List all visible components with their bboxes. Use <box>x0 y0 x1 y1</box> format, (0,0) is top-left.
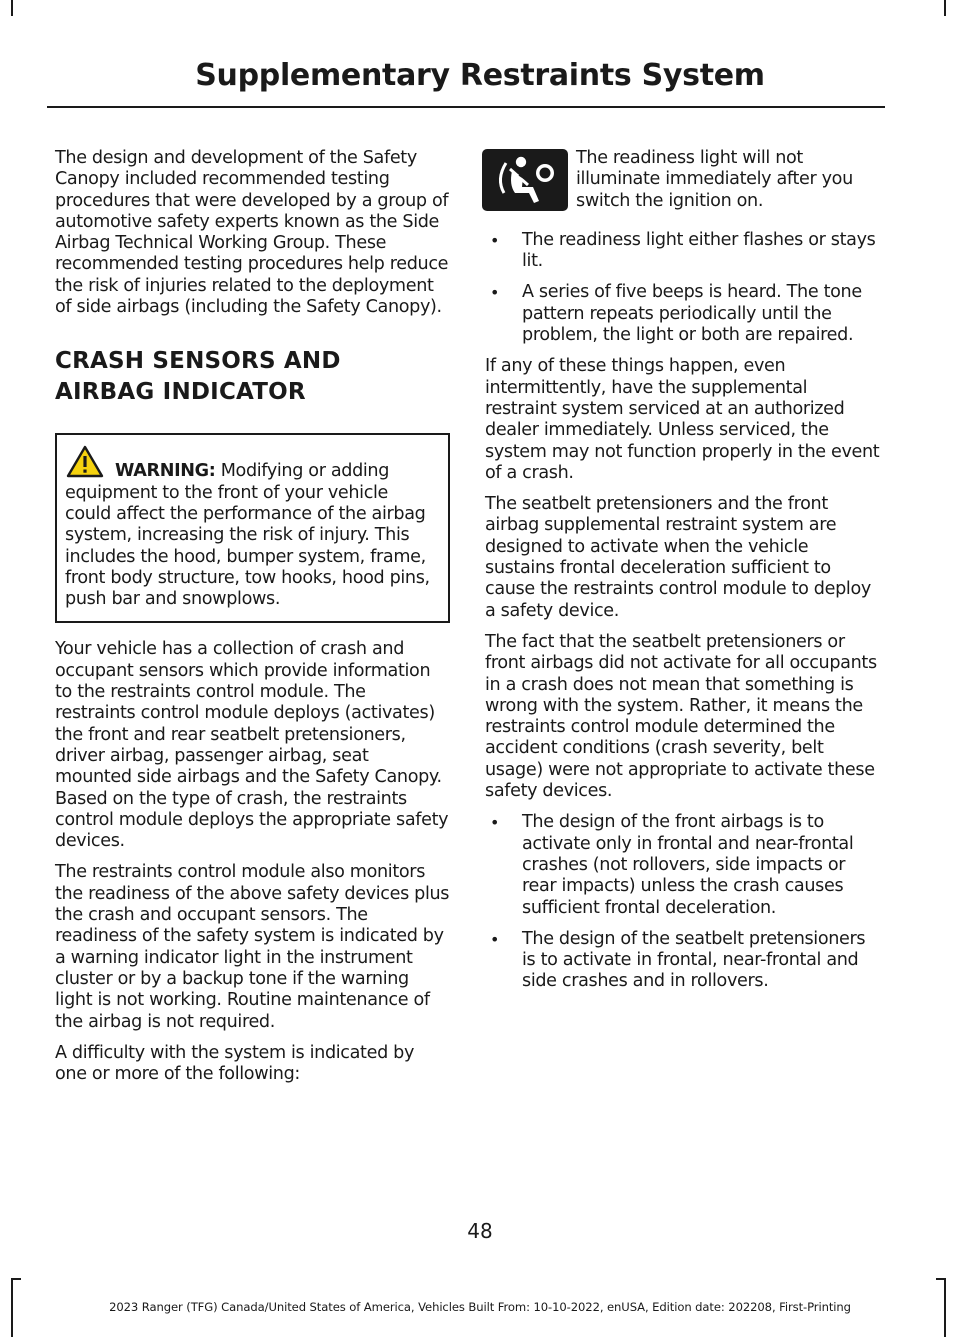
paragraph-difficulty: A difficulty with the system is indicated by one or more of the following: <box>55 1042 415 1085</box>
crop-mark-bottom-right-h <box>936 1278 946 1280</box>
section-title-line-1: CRASH SENSORS AND <box>55 348 341 375</box>
bullet-list-1 <box>485 230 880 346</box>
paragraph-monitor: The restraints control module also monitors the readiness of the above safety devices plus the crash and occupant sensors. The readiness of the safety system is indicated by a warning indicator light in the instrument cluster or by a backup tone if the warning light is not working. Routine maintenance of the airbag is not required. <box>55 862 450 1032</box>
crop-mark-top-right <box>944 0 946 16</box>
intro-paragraph: The design and development of the Safety Canopy included recommended testing procedures that were developed by a group of automotive safety experts known as the Side Airbag Technical Working Group. These recommended testing procedures help reduce the risk of injuries related to the deployment of side airbags (including the Safety Canopy). <box>55 148 449 318</box>
paragraph-sensors: Your vehicle has a collection of crash and occupant sensors which provide information to the restraints control module. The restraints control module deploys (activates) the front and rear seatbelt pretensioners, driver airbag, passenger airbag, seat mounted side airbags and the Safety Canopy. Based on the type of crash, the restraints control module deploys the appropriate safety devices. <box>55 639 449 852</box>
warning-label: WARNING: <box>115 461 216 482</box>
warning-text: Modifying or adding equipment to the front of your vehicle could affect the performance of the airbag system, increasing the risk of injury. This includes the hood, bumper system, frame, front body structure, tow hooks, hood pins, push bar and snowplows. <box>65 461 430 610</box>
bullet-list-2 <box>485 812 880 992</box>
left-column <box>55 148 450 1095</box>
paragraph-service: If any of these things happen, even intermittently, have the supplemental restraint system serviced at an authorized dealer immediately. Unless serviced, the system may not function properly in the event of a crash. <box>485 356 880 483</box>
icon-caption-row <box>485 148 880 212</box>
section-title-line-2: AIRBAG INDICATOR <box>55 379 306 406</box>
list-item: • The design of the front airbags is to activate only in frontal and near-frontal crashes (not rollovers, side impacts or rear impacts) unless the crash causes sufficient frontal deceleration. <box>485 812 880 918</box>
list-item: • The design of the seatbelt pretensioners is to activate in frontal, near-frontal and side crashes and in rollovers. <box>485 929 880 993</box>
airbag-warning-icon <box>482 149 568 211</box>
header-rule <box>47 106 885 108</box>
list-item: • The readiness light either flashes or stays lit. <box>485 230 880 273</box>
list-item: • A series of five beeps is heard. The tone pattern repeats periodically until the problem, the light or both are repaired. <box>485 282 880 346</box>
crop-mark-top-left <box>11 0 13 16</box>
icon-caption: The readiness light will not illuminate immediately after you switch the ignition on. <box>576 148 853 211</box>
warning-box <box>55 433 450 623</box>
right-column <box>485 148 880 1003</box>
crop-mark-bottom-left-h <box>11 1278 21 1280</box>
section-title <box>55 346 450 408</box>
page-title: Supplementary Restraints System <box>195 58 765 93</box>
paragraph-activation: The seatbelt pretensioners and the front airbag supplemental restraint system are designed to activate when the vehicle sustains frontal deceleration sufficient to cause the restraints control module to deploy a safety device. <box>485 494 871 621</box>
warning-triangle-icon <box>66 445 104 478</box>
page-number: 48 <box>467 1219 493 1243</box>
paragraph-not-activated: The fact that the seatbelt pretensioners or front airbags did not activate for all occupants in a crash does not mean that something is wrong with the system. Rather, it means the restraints control module determined the accident conditions (crash severity, belt usage) were not appropriate to activate these safety devices. <box>485 631 877 802</box>
footer-text: 2023 Ranger (TFG) Canada/United States of America, Vehicles Built From: 10-10-2022, enUSA, Edition date: 202208, First-Printing <box>109 1300 851 1314</box>
